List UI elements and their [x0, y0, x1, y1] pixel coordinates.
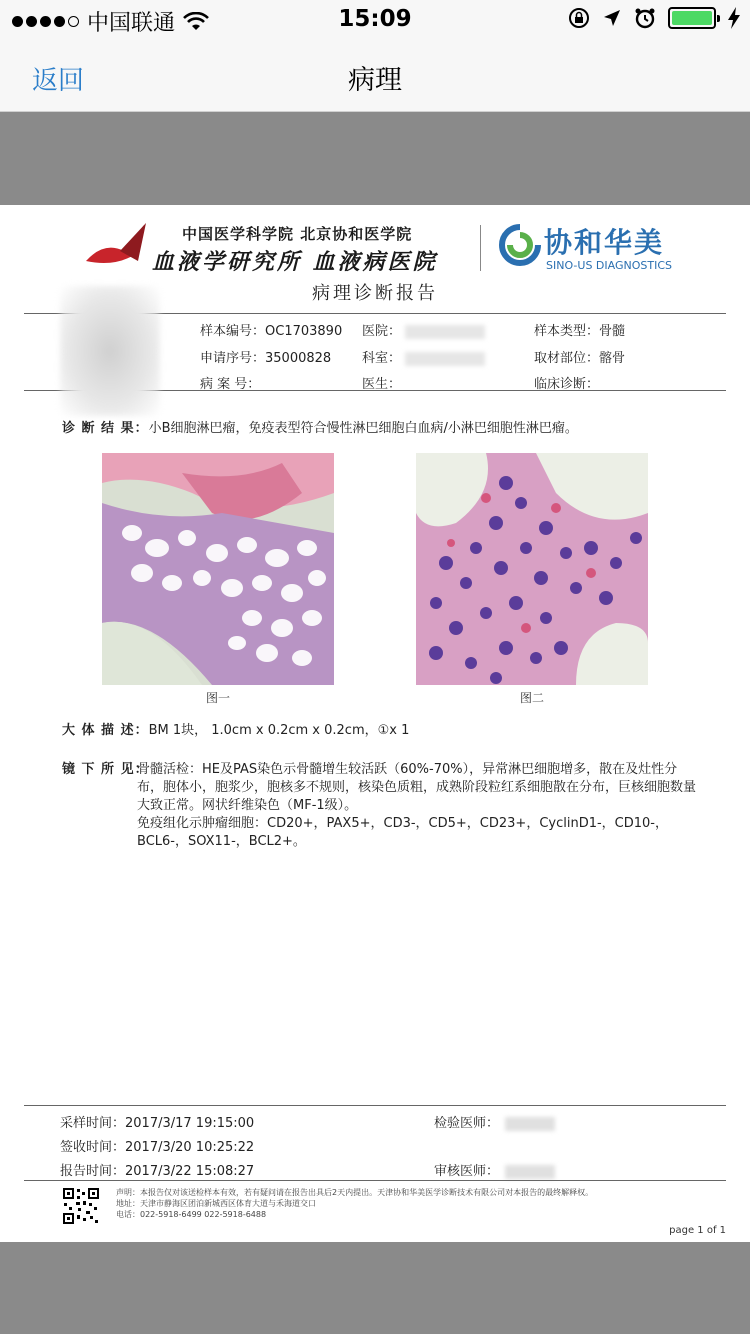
report-header: [84, 215, 684, 275]
header-divider: [480, 225, 481, 271]
institute-logo-icon: [84, 221, 154, 269]
redacted-hospital: [405, 325, 485, 339]
clinical-diagnosis-label: 临床诊断：: [534, 377, 600, 392]
nav-bar: [0, 40, 750, 112]
sample-type: 骨髓: [599, 324, 626, 339]
report-title: 病理诊断报告: [312, 283, 438, 304]
reviewer-label: 审核医师：: [434, 1164, 500, 1179]
patient-info-table: [24, 313, 726, 391]
redacted-department: [405, 352, 485, 366]
report-time: 2017/3/22 15:08:27: [125, 1164, 255, 1179]
back-button[interactable]: 返回: [32, 66, 85, 96]
department-label: 科室：: [362, 351, 402, 366]
sampling-site: 髂骨: [599, 351, 626, 366]
brand-logo-icon: [498, 223, 542, 267]
histology-image-1[interactable]: [102, 453, 334, 685]
viewer-background-bottom[interactable]: [0, 1242, 750, 1334]
institution-name-line2: 血液学研究所 血液病医院: [152, 249, 438, 275]
sample-number: OC1703890: [265, 324, 343, 339]
institution-name-line1: 中国医学科学院 北京协和医学院: [182, 225, 413, 243]
charging-icon: [728, 7, 740, 29]
received-time: 2017/3/20 10:25:22: [125, 1140, 255, 1155]
viewer-background-top[interactable]: [0, 112, 750, 205]
info-row: [24, 367, 726, 393]
location-icon: [602, 8, 622, 28]
info-row: 样本编号：OC1703890 医院： 样本类型：骨髓: [200, 324, 626, 339]
status-bar: [0, 0, 750, 40]
doctor-label: 医生：: [362, 377, 402, 392]
microscopic-paragraph-1: 骨髓活检：HE及PAS染色示骨髓增生较活跃（60%-70%），异常淋巴细胞增多，散在及灶性分布，胞体小，胞浆少，胞核多不规则，核染色质粗，成熟阶段粒红系细胞散在分布，巨核细胞数量大致正常。网状纤维染色（MF-1级）。: [137, 762, 697, 813]
brand-subtitle: SINO-US DIAGNOSTICS: [546, 259, 672, 272]
info-row: 申请序号：35000828 科室： 取材部位：髂骨: [200, 351, 626, 366]
gross-label: 大 体 描 述：: [62, 723, 149, 738]
gross-description: [62, 719, 409, 738]
page-number: page 1 of 1: [669, 1225, 726, 1236]
figure-1-caption: 图一: [205, 691, 230, 705]
microscopic-label: 镜 下 所 见：: [62, 762, 149, 777]
disclaimer: 声明：本报告仅对该送检样本有效，若有疑问请在报告出具后2天内提出。天津协和华美医学诊断技术有限公司对本报告的最终解释权。 地址：天津市静海区团泊新城西区体育大道与禾海道交口 电话：022-5918-6499 022-5918-6488: [116, 1188, 594, 1219]
inspector-label: 检验医师：: [434, 1116, 500, 1131]
redacted-reviewer: [505, 1165, 555, 1179]
alarm-icon: [634, 7, 656, 29]
histology-image-2[interactable]: [416, 453, 648, 685]
status-right: [568, 7, 740, 29]
qr-code-icon: [62, 1187, 100, 1225]
diagnosis-label: 诊 断 结 果：: [62, 421, 149, 436]
gross-text: BM 1块， 1.0cm x 0.2cm x 0.2cm，①x 1: [148, 723, 410, 738]
apply-number: 35000828: [265, 351, 332, 366]
microscopic-paragraph-2: 免疫组化示肿瘤细胞：CD20+，PAX5+，CD3-，CD5+，CD23+，CyclinD1-，CD10-，BCL6-，SOX11-，BCL2+。: [137, 816, 668, 849]
report-document[interactable]: [0, 205, 750, 1242]
sample-time: 2017/3/17 19:15:00: [125, 1116, 255, 1131]
report-footer: [24, 1180, 726, 1236]
page-title: 病理: [348, 65, 402, 96]
rotation-lock-icon: [568, 7, 590, 29]
diagnosis-text: 小B细胞淋巴瘤，免疫表型符合慢性淋巴细胞白血病/小淋巴细胞性淋巴瘤。: [148, 421, 578, 436]
carrier-name: 中国联通: [87, 11, 176, 36]
hospital-label: 医院：: [362, 324, 402, 339]
redacted-inspector: [505, 1117, 555, 1131]
brand-name: 协和华美: [544, 226, 665, 259]
battery-icon: [668, 7, 716, 29]
report-times: 采样时间：2017/3/17 19:15:00 检验医师： 签收时间：2017/3/20 10:25:22 报告时间：2017/3/22 15:08:27 审核医师：: [24, 1105, 726, 1106]
figure-2-caption: 图二: [519, 691, 544, 705]
status-time: 15:09: [338, 6, 412, 32]
diagnosis-result: [62, 417, 578, 436]
case-number-label: 病 案 号：: [200, 377, 261, 392]
